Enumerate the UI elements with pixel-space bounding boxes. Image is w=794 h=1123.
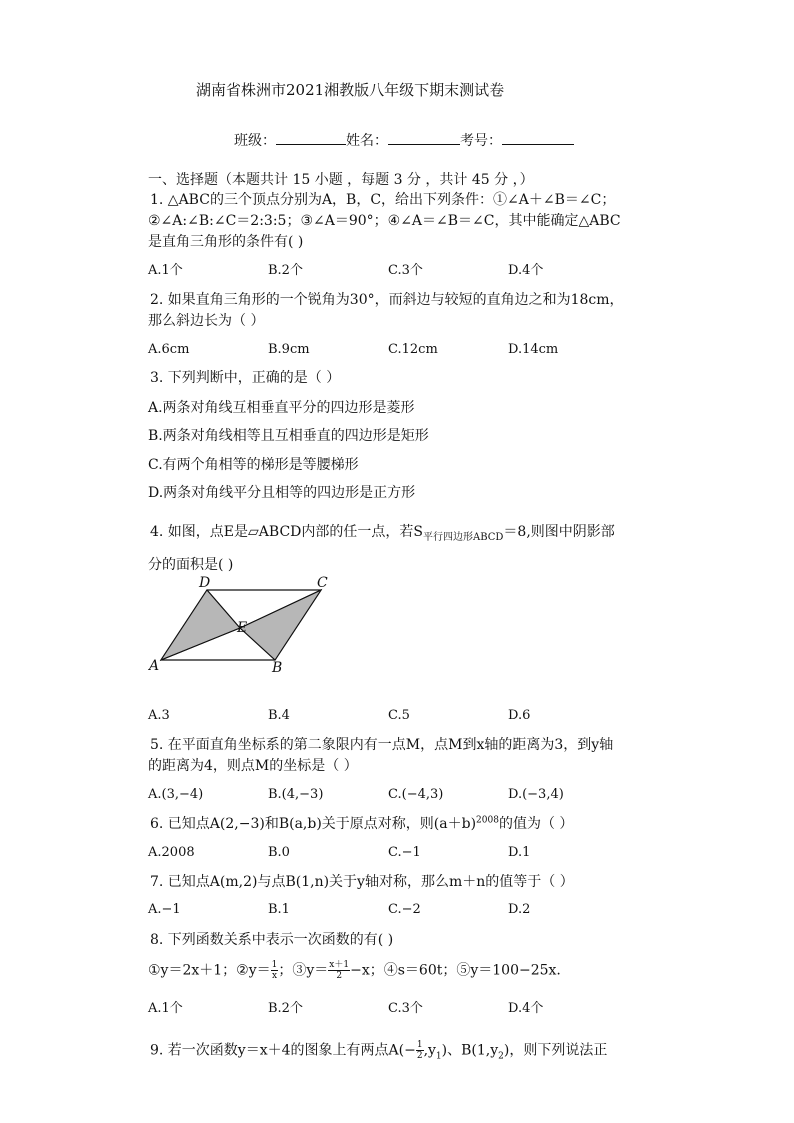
q8-fraction-1-num: 1: [271, 960, 278, 970]
q6-line1-a: 6. 已知点A(2,−3)和B(a,b)关于原点对称，则(a＋b): [150, 816, 477, 832]
name-blank[interactable]: [388, 130, 460, 145]
q9-fraction-den: 2: [416, 1051, 423, 1061]
section-heading: 一、选择题（本题共计 15 小题 ，每题 3 分 ，共计 45 分 ，）: [148, 172, 534, 188]
q5-option-d: D.(−3,4): [508, 787, 564, 802]
q9-fraction: [416, 1040, 424, 1061]
q1-option-a: A.1个: [148, 263, 183, 278]
q1-line2: ②∠A:∠B:∠C＝2:3:5；③∠A＝90°；④∠A＝∠B＝∠C，其中能确定△ABC: [148, 213, 621, 229]
q1-line3: 是直角三角形的条件有( ): [148, 234, 304, 250]
label-a: A: [149, 658, 160, 674]
q9-part1: 9. 若一次函数y＝x＋4的图象上有两点A(−: [150, 1042, 416, 1059]
q8-fraction-1-den: x: [271, 971, 278, 981]
q5-option-b: B.(4,−3): [268, 787, 324, 802]
q4-line1-a: 4. 如图，点E是▱ABCD内部的任一点，若S: [150, 524, 423, 540]
q6-option-c: C.−1: [388, 845, 421, 860]
q7-option-a: A.−1: [148, 902, 181, 917]
student-info-row: [234, 130, 574, 151]
q5-option-c: C.(−4,3): [388, 787, 444, 802]
shaded-triangle-left: [161, 590, 240, 660]
q6-option-a: A.2008: [148, 845, 195, 860]
q7-option-d: D.2: [508, 902, 531, 917]
q3-choice-d: D.两条对角线平分且相等的四边形是正方形: [148, 485, 416, 501]
q8-option-c: C.3个: [388, 1001, 423, 1016]
q8-part3: −x；④s＝60t；⑤y＝100−25x.: [350, 962, 561, 979]
q2-option-c: C.12cm: [388, 342, 438, 357]
label-e: E: [237, 620, 248, 636]
q9-fraction-num: 1: [416, 1040, 423, 1050]
q4-line2: 分的面积是( ): [148, 557, 234, 573]
shaded-triangle-right: [240, 590, 321, 660]
label-c: C: [317, 575, 328, 591]
q3-choice-b: B.两条对角线相等且互相垂直的四边形是矩形: [148, 428, 429, 444]
q5-line2: 的距离为4，则点M的坐标是（ ）: [148, 758, 358, 774]
q7-line1: 7. 已知点A(m,2)与点B(1,n)关于y轴对称，那么m＋n的值等于（ ）: [150, 874, 574, 890]
q6-option-b: B.0: [268, 845, 290, 860]
q3-line1: 3. 下列判断中，正确的是（ ）: [150, 370, 341, 386]
q8-option-d: D.4个: [508, 1001, 544, 1016]
q8-option-a: A.1个: [148, 1001, 183, 1016]
q6-line1-b: 的值为（ ）: [498, 816, 574, 832]
q9-part2: ,y: [423, 1042, 436, 1059]
q5-option-a: A.(3,−4): [148, 787, 204, 802]
q6-option-d: D.1: [508, 845, 531, 860]
exam-no-label: 考号：: [460, 133, 502, 149]
q8-option-b: B.2个: [268, 1001, 303, 1016]
q6-exponent: 2008: [476, 815, 499, 826]
parallelogram-figure: [145, 572, 345, 682]
q8-part2: ；③y＝: [278, 962, 329, 979]
q1-line1: 1. △ABC的三个顶点分别为A，B，C，给出下列条件：①∠A＋∠B＝∠C；: [150, 192, 616, 208]
q8-fraction-2-den: 2: [336, 971, 343, 981]
exam-no-blank[interactable]: [502, 130, 574, 145]
q4-line1-b: ＝8,则图中阴影部: [503, 524, 615, 540]
q8-fraction-2: [328, 960, 350, 981]
q3-choice-a: A.两条对角线互相垂直平分的四边形是菱形: [148, 400, 415, 416]
q2-option-d: D.14cm: [508, 342, 559, 357]
class-label: 班级：: [234, 133, 276, 149]
q9-sub2: 2: [498, 1051, 504, 1062]
q4-line1: [150, 522, 615, 542]
q9-part4: )，则下列说法正: [503, 1042, 608, 1059]
q2-line2: 那么斜边长为（ ）: [148, 313, 265, 329]
q1-option-d: D.4个: [508, 263, 544, 278]
q8-part1: ①y＝2x＋1；②y＝: [148, 962, 271, 979]
q2-option-b: B.9cm: [268, 342, 310, 357]
q9-part3: )、B(1,y: [441, 1042, 499, 1059]
q8-line1: 8. 下列函数关系中表示一次函数的有( ): [150, 932, 394, 948]
q1-option-b: B.2个: [268, 263, 303, 278]
q2-option-a: A.6cm: [148, 342, 190, 357]
q7-option-b: B.1: [268, 902, 290, 917]
q4-area-subscript: 平行四边形ABCD: [422, 531, 504, 543]
label-d: D: [199, 575, 211, 591]
q7-option-c: C.−2: [388, 902, 421, 917]
q4-option-d: D.6: [508, 708, 531, 723]
label-b: B: [272, 660, 283, 676]
q4-option-a: A.3: [148, 708, 170, 723]
q8-fraction-2-num: x＋1: [329, 960, 350, 970]
q9-line1: [150, 1040, 607, 1061]
q9-sub1: 1: [435, 1051, 442, 1062]
name-label: 姓名：: [346, 133, 388, 149]
q4-option-b: B.4: [268, 708, 290, 723]
q1-option-c: C.3个: [388, 263, 423, 278]
q6-line1: [150, 814, 573, 834]
q4-option-c: C.5: [388, 708, 410, 723]
class-blank[interactable]: [276, 130, 346, 145]
q3-choice-c: C.有两个角相等的梯形是等腰梯形: [148, 457, 359, 473]
q2-line1: 2. 如果直角三角形的一个锐角为30°，而斜边与较短的直角边之和为18cm，: [150, 292, 624, 308]
page-title: 湖南省株洲市2021湘教版八年级下期末测试卷: [196, 81, 505, 99]
q5-line1: 5. 在平面直角坐标系的第二象限内有一点M，点M到x轴的距离为3，到y轴: [150, 737, 614, 753]
q8-functions-line: [148, 960, 561, 981]
